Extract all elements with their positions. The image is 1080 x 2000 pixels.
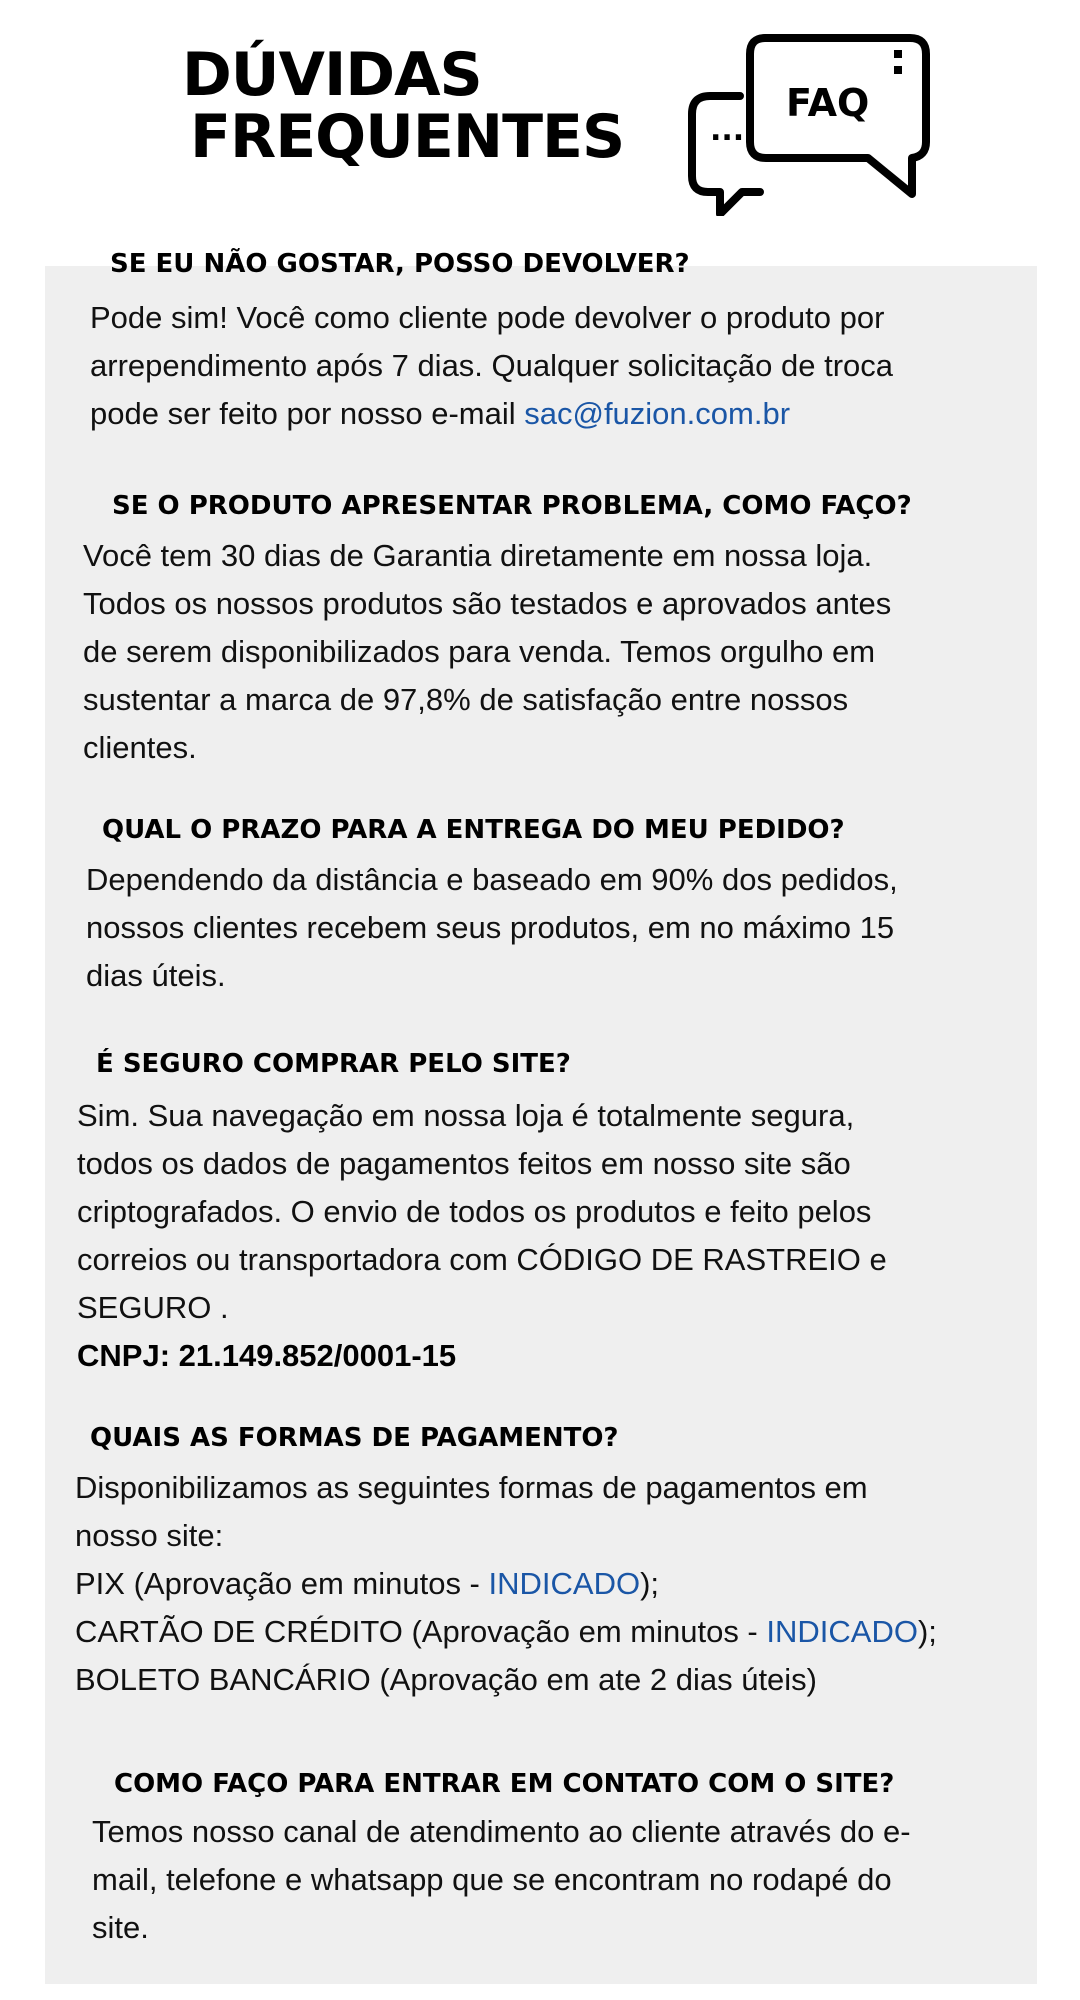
- faq-question-5: QUAIS AS FORMAS DE PAGAMENTO?: [90, 1423, 619, 1453]
- faq-question-4: É SEGURO COMPRAR PELO SITE?: [96, 1049, 571, 1079]
- payment-card: [75, 1608, 937, 1656]
- card-text: CARTÃO DE CRÉDITO (Aprovação em minutos -: [75, 1614, 767, 1649]
- answer-2-line-4: sustentar a marca de 97,8% de satisfação entre nossos: [83, 682, 849, 717]
- answer-2-line-2: Todos os nossos produtos são testados e aprovados antes: [83, 586, 892, 621]
- answer-4-line-5: SEGURO .: [77, 1290, 229, 1325]
- cnpj-text: CNPJ: 21.149.852/0001-15: [77, 1338, 457, 1373]
- title-line-1: DÚVIDAS: [182, 40, 482, 110]
- support-email-link[interactable]: sac@fuzion.com.br: [524, 396, 791, 431]
- answer-5-line-2: nosso site:: [75, 1518, 224, 1553]
- answer-2-line-5: clientes.: [83, 730, 197, 765]
- pix-suffix: );: [640, 1566, 660, 1601]
- faq-answer-2: [83, 532, 891, 772]
- answer-1-line-1: Pode sim! Você como cliente pode devolver o produto por: [90, 300, 885, 335]
- card-indicated-tag: INDICADO: [766, 1614, 918, 1649]
- bubble-dot-2: [894, 66, 902, 74]
- answer-3-line-2: nossos clientes recebem seus produtos, em no máximo 15: [86, 910, 895, 945]
- bubble-dot-1: [894, 50, 902, 58]
- ellipsis-dots: ...: [710, 113, 745, 148]
- faq-question-1: SE EU NÃO GOSTAR, POSSO DEVOLVER?: [110, 249, 690, 279]
- answer-6-line-3: site.: [92, 1910, 149, 1945]
- answer-6-line-2: mail, telefone e whatsapp que se encontram no rodapé do: [92, 1862, 892, 1897]
- answer-4-line-1: Sim. Sua navegação em nossa loja é totalmente segura,: [77, 1098, 855, 1133]
- faq-question-6: COMO FAÇO PARA ENTRAR EM CONTATO COM O SITE?: [114, 1769, 895, 1799]
- faq-question-3: QUAL O PRAZO PARA A ENTREGA DO MEU PEDIDO?: [102, 815, 845, 845]
- faq-answer-3: [86, 856, 898, 1000]
- answer-3-line-1: Dependendo da distância e baseado em 90% dos pedidos,: [86, 862, 898, 897]
- answer-2-line-3: de serem disponibilizados para venda. Temos orgulho em: [83, 634, 876, 669]
- answer-1-line-3-text: pode ser feito por nosso e-mail: [90, 396, 525, 431]
- answer-4-line-3: criptografados. O envio de todos os produtos e feito pelos: [77, 1194, 872, 1229]
- answer-6-line-1: Temos nosso canal de atendimento ao cliente através do e-: [92, 1814, 911, 1849]
- payment-boleto: BOLETO BANCÁRIO (Aprovação em ate 2 dias úteis): [75, 1662, 818, 1697]
- card-suffix: );: [917, 1614, 937, 1649]
- faq-answer-6: [92, 1808, 911, 1952]
- answer-2-line-1: Você tem 30 dias de Garantia diretamente em nossa loja.: [83, 538, 873, 573]
- faq-answer-1: [90, 294, 893, 438]
- faq-answer-4: [77, 1092, 887, 1380]
- faq-chat-bubbles-icon: [680, 26, 930, 216]
- faq-answer-5: [75, 1464, 937, 1704]
- answer-4-line-4: correios ou transportadora com CÓDIGO DE RASTREIO e: [77, 1242, 887, 1277]
- answer-4-line-2: todos os dados de pagamentos feitos em nosso site são: [77, 1146, 851, 1181]
- answer-1-line-3: [90, 390, 893, 438]
- page-title: [182, 40, 625, 172]
- answer-5-line-1: Disponibilizamos as seguintes formas de pagamentos em: [75, 1470, 868, 1505]
- title-line-2: FREQUENTES: [190, 102, 625, 172]
- payment-pix: [75, 1560, 937, 1608]
- pix-indicated-tag: INDICADO: [488, 1566, 641, 1601]
- faq-badge-text: FAQ: [786, 81, 870, 125]
- answer-1-line-2: arrependimento após 7 dias. Qualquer solicitação de troca: [90, 348, 894, 383]
- faq-question-2: SE O PRODUTO APRESENTAR PROBLEMA, COMO FAÇO?: [112, 491, 912, 521]
- pix-text: PIX (Aprovação em minutos -: [75, 1566, 489, 1601]
- answer-3-line-3: dias úteis.: [86, 958, 226, 993]
